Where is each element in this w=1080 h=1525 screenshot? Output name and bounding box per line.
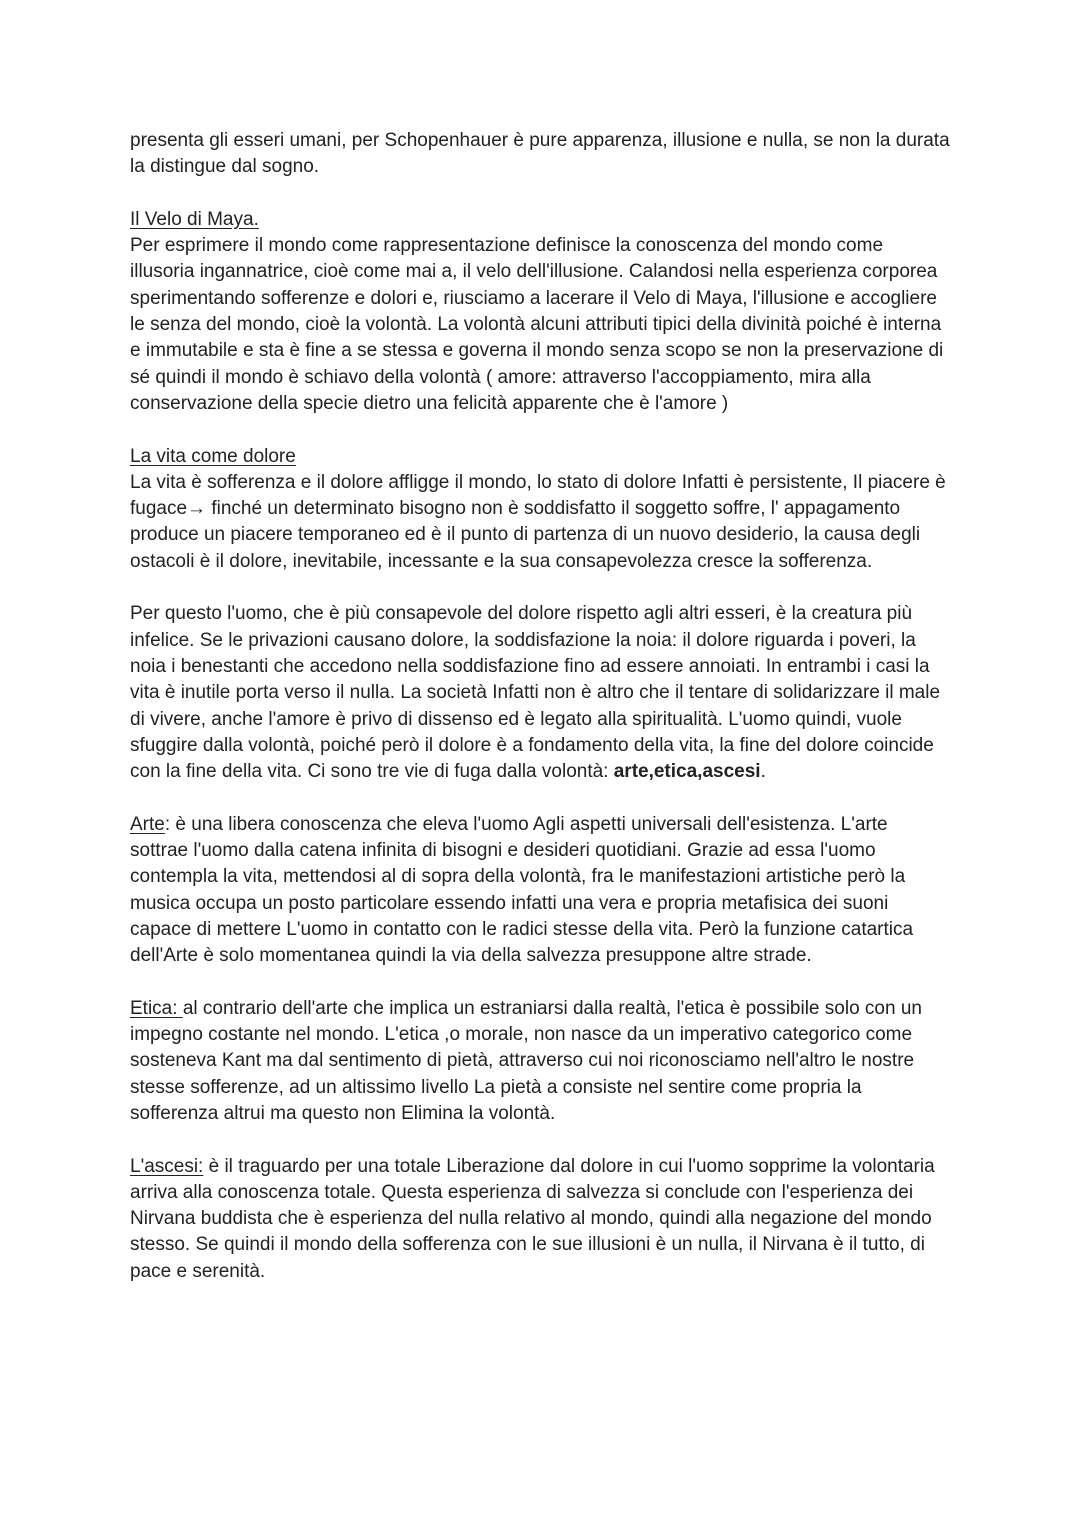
intro-paragraph: presenta gli esseri umani, per Schopenhauer è pure apparenza, illusione e nulla, se non la durata la distingue dal sogno.	[130, 130, 950, 178]
escape-ways: arte,etica,ascesi	[613, 761, 761, 783]
arte-label: Arte	[130, 813, 165, 835]
uomo-paragraph	[130, 601, 950, 785]
etica-paragraph	[130, 996, 950, 1127]
section-heading-velo: Il Velo di Maya.	[130, 208, 259, 230]
arte-paragraph	[130, 812, 950, 970]
etica-label: Etica:	[130, 997, 183, 1019]
dolore-paragraph: La vita è sofferenza e il dolore affligge il mondo, lo stato di dolore Infatti è persistente, Il piacere è fugace→ finché un determinato bisogno non è soddisfatto il soggetto soffre, l' appagamento produce un piacere temporaneo ed è il punto di partenza di un nuovo desiderio, la causa degli ostacoli è il dolore, inevitabile, incessante e la sua consapevolezza cresce la sofferenza.	[130, 471, 946, 572]
spacer	[130, 1127, 950, 1153]
spacer	[130, 970, 950, 996]
etica-text: al contrario dell'arte che implica un estraniarsi dalla realtà, l'etica è possibile solo con un impegno costante nel mondo. L'etica ,o morale, non nasce da un imperativo categorico come sosteneva Kant ma dal sentimento di pietà, attraverso cui noi riconosciamo nell'altro le nostre stesse sofferenze, ad un altissimo livello La pietà a consiste nel sentire come propria la sofferenza altrui ma questo non Elimina la volontà.	[130, 997, 922, 1124]
velo-paragraph: Per esprimere il mondo come rappresentazione definisce la conoscenza del mondo come illusoria ingannatrice, cioè come mai a, il velo dell'illusione. Calandosi nella esperienza corporea sperimentando sofferenze e dolori e, riusciamo a lacerare il Velo di Maya, l'illusione e accogliere le senza del mondo, cioè la volontà. La volontà alcuni attributi tipici della divinità poiché è interna e immutabile e sta è fine a se stessa e governa il mondo senza scopo se non la preservazione di sé quindi il mondo è schiavo della volontà ( amore: attraverso l'accoppiamento, mira alla conservazione della specie dietro una felicità apparente che è l'amore )	[130, 235, 944, 414]
spacer	[130, 575, 950, 601]
spacer	[130, 181, 950, 207]
ascesi-text: è il traguardo per una totale Liberazione dal dolore in cui l'uomo sopprime la volontaria arriva alla conoscenza totale. Questa esperienza di salvezza si conclude con l'esperienza dei Nirvana buddista che è esperienza del nulla relativo al mondo, quindi alla negazione del mondo stesso. Se quindi il mondo della sofferenza con le sue illusioni è un nulla, il Nirvana è il tutto, di pace e serenità.	[130, 1155, 935, 1282]
spacer	[130, 417, 950, 443]
ascesi-paragraph	[130, 1154, 950, 1285]
ascesi-label: L'ascesi:	[130, 1155, 204, 1177]
arte-text: : è una libera conoscenza che eleva l'uomo Agli aspetti universali dell'esistenza. L'arte sottrae l'uomo dalla catena infinita di bisogni e desideri quotidiani. Grazie ad essa l'uomo contempla la vita, mettendosi al di sopra della volontà, fra le manifestazioni artistiche però la musica occupa un posto particolare essendo infatti una vera e propria metafisica dei suoni capace di mettere L'uomo in contatto con le radici stesse della vita. Però la funzione catartica dell'Arte è solo momentanea quindi la via della salvezza presuppone altre strade.	[130, 813, 914, 967]
spacer	[130, 785, 950, 811]
uomo-end: .	[760, 761, 766, 783]
uomo-text: Per questo l'uomo, che è più consapevole del dolore rispetto agli altri esseri, è la creatura più infelice. Se le privazioni causano dolore, la soddisfazione la noia: il dolore riguarda i poveri, la noia i benestanti che accedono nella soddisfazione fino ad essere annoiati. In entrambi i casi la vita è inutile porta verso il nulla. La società Infatti non è altro che il tentare di solidarizzare il male di vivere, anche l'amore è privo di dissenso ed è legato alla spiritualità. L'uomo quindi, vuole sfuggire dalla volontà, poiché però il dolore è a fondamento della vita, la fine del dolore coincide con la fine della vita. Ci sono tre vie di fuga dalla volontà:	[130, 603, 941, 783]
section-heading-dolore: La vita come dolore	[130, 445, 296, 467]
